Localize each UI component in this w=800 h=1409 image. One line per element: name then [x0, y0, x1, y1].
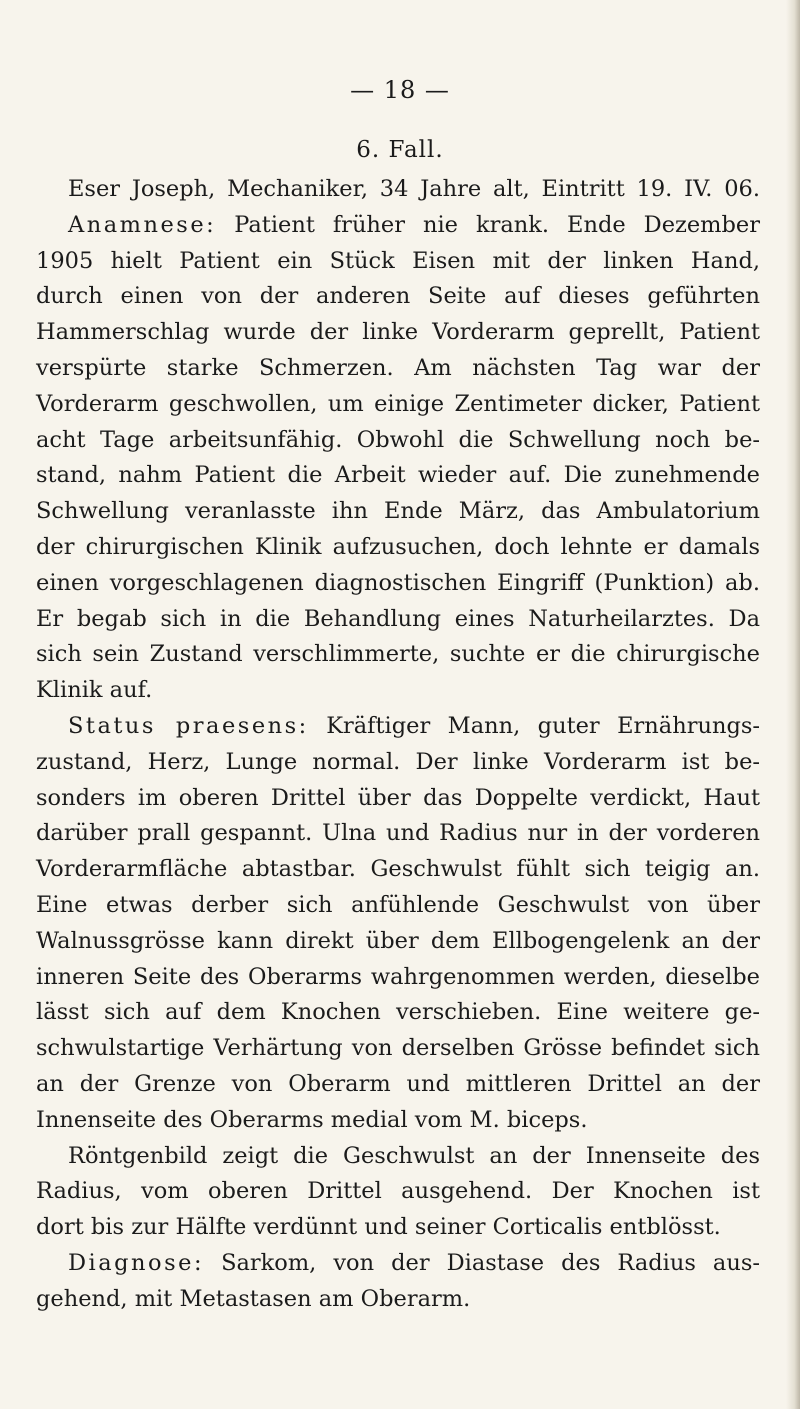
text-line: Röntgenbild zeigt die Geschwulst an der Innenseite des — [68, 1142, 760, 1169]
text-line: stand, nahm Patient die Arbeit wieder auf. Die zunehmende — [36, 462, 760, 489]
text-line: Klinik auf. — [36, 677, 153, 704]
text-line: Er begab sich in die Behandlung eines Naturheilarztes. Da — [36, 605, 760, 632]
text-line: an der Grenze von Oberarm und mittleren Drittel an der — [36, 1070, 760, 1097]
text-line-status — [36, 709, 760, 745]
page-edge-shadow — [786, 0, 800, 1409]
text-line: lässt sich auf dem Knochen verschieben. Eine weitere ge- — [36, 999, 760, 1026]
text-line-anamnese — [36, 208, 760, 244]
text-fragment: Patient früher nie krank. Ende Dezember — [216, 211, 760, 238]
text-fragment: Sarkom, von der Diastase des Radius aus- — [204, 1249, 760, 1276]
text-line: Vorderarm geschwollen, um einige Zentimeter dicker, Patient — [36, 390, 760, 417]
text-fragment: Kräftiger Mann, guter Ernährungs- — [308, 712, 760, 739]
text-line: einen vorgeschlagenen diagnostischen Eingriff (Punktion) ab. — [36, 569, 760, 596]
text-line: inneren Seite des Oberarms wahrgenommen werden, dieselbe — [36, 963, 760, 990]
text-line: darüber prall gespannt. Ulna und Radius nur in der vorderen — [36, 820, 760, 847]
text-line: 1905 hielt Patient ein Stück Eisen mit der linken Hand, — [36, 247, 760, 274]
text-line: acht Tage arbeitsunfähig. Obwohl die Schwellung noch be- — [36, 426, 760, 453]
text-line: durch einen von der anderen Seite auf dieses geführten — [36, 283, 760, 310]
text-line: Hammerschlag wurde der linke Vorderarm geprellt, Patient — [36, 319, 760, 346]
text-line: gehend, mit Metastasen am Oberarm. — [36, 1285, 471, 1312]
text-line: Eine etwas derber sich anfühlende Geschwulst von über — [36, 891, 760, 918]
text-line-diagnose — [36, 1246, 760, 1282]
text-line: sich sein Zustand verschlimmerte, suchte er die chirurgische — [36, 641, 760, 668]
section-label-anamnese: Anamnese: — [68, 211, 217, 238]
text-line: Eser Joseph, Mechaniker, 34 Jahre alt, Eintritt 19. IV. 06. — [68, 176, 760, 202]
text-line: der chirurgischen Klinik aufzusuchen, doch lehnte er damals — [36, 533, 760, 560]
text-line: Radius, vom oberen Drittel ausgehend. Der Knochen ist — [36, 1178, 760, 1205]
text-line: dort bis zur Hälfte verdünnt und seiner Corticalis entblösst. — [36, 1214, 721, 1241]
text-line: verspürte starke Schmerzen. Am nächsten Tag war der — [36, 354, 760, 381]
page-number: — 18 — — [350, 76, 450, 104]
case-title: 6. Fall. — [356, 137, 444, 163]
text-line: sonders im oberen Drittel über das Doppelte verdickt, Haut — [36, 784, 760, 811]
text-line: schwulstartige Verhärtung von derselben Grösse befindet sich — [36, 1035, 760, 1062]
section-label-diagnose: Diagnose: — [68, 1249, 205, 1276]
text-line: Schwellung veranlasste ihn Ende März, das Ambulatorium — [36, 498, 760, 525]
text-line: Innenseite des Oberarms medial vom M. biceps. — [36, 1106, 588, 1133]
text-line: Walnussgrösse kann direkt über dem Ellbogengelenk an der — [36, 927, 760, 954]
case-report-body — [36, 172, 760, 1318]
text-line: Vorderarmfläche abtastbar. Geschwulst fühlt sich teigig an. — [36, 856, 760, 883]
section-label-status-praesens: Status praesens: — [68, 712, 309, 739]
text-line: zustand, Herz, Lunge normal. Der linke Vorderarm ist be- — [36, 748, 760, 775]
